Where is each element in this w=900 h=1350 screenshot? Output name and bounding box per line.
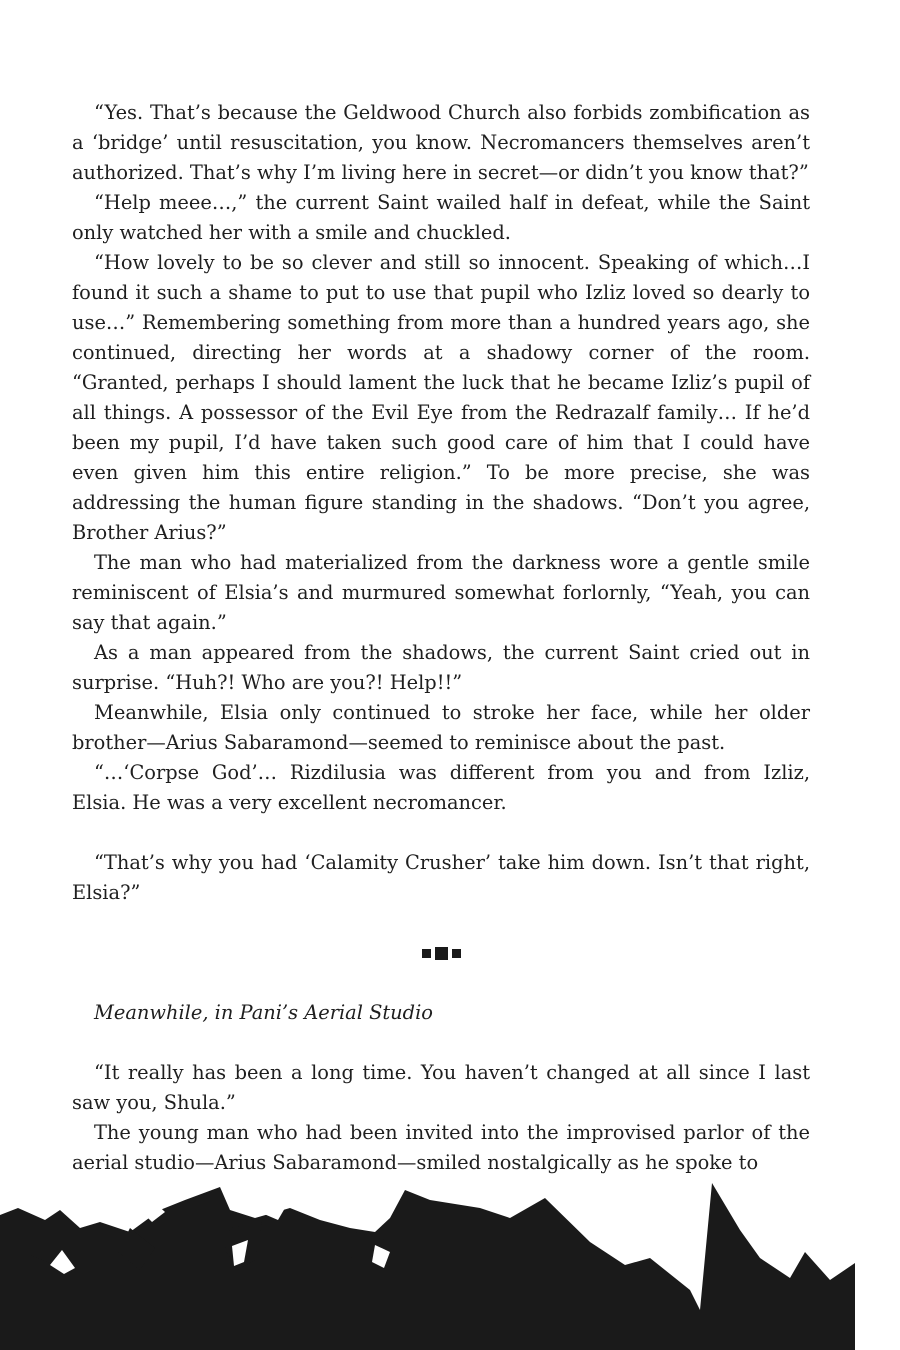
paragraph: Meanwhile, Elsia only continued to stroke her face, while her older brother—Arius Sabaramond—seemed to reminisce about the past. <box>72 701 810 754</box>
scene-break <box>72 938 810 968</box>
paragraph: “It really has been a long time. You haven’t changed at all since I last saw you, Shula.” <box>72 1061 810 1114</box>
square-big <box>435 947 448 960</box>
paragraph: “How lovely to be so clever and still so innocent. Speaking of which…I found it such a shame to put to use that pupil who Izliz loved so dearly to use…” Remembering something from more than a hundred years ago, she continued, directing her words at a shadowy corner of the room. “Granted, perhaps I should lament the luck that he became Izliz’s pupil of all things. A possessor of the Evil Eye from the Redrazalf family… If he’d been my pupil, I’d have taken such good care of him that I could have even given him this entire religion.” To be more precise, she was addressing the human figure standing in the shadows. “Don’t you agree, Brother Arius?” <box>72 251 810 544</box>
paragraph: “That’s why you had ‘Calamity Crusher’ take him down. Isn’t that right, Elsia?” <box>72 851 810 904</box>
paragraph: The man who had materialized from the darkness wore a gentle smile reminiscent of Elsia’s and murmured somewhat forlornly, “Yeah, you can say that again.” <box>72 551 810 634</box>
paragraph: “Yes. That’s because the Geldwood Church also forbids zombification as a ‘bridge’ until resuscitation, you know. Necromancers themselves aren’t authorized. That’s why I’m living here in secret—or didn’t you know that?” <box>72 101 810 184</box>
square-small <box>422 949 431 958</box>
paragraph: The young man who had been invited into the improvised parlor of the aerial studio—Arius Sabaramond—smiled nostalgically as he spoke to <box>72 1121 810 1174</box>
decorative-shard-silhouette <box>0 1170 900 1350</box>
scene-heading: Meanwhile, in Pani’s Aerial Studio <box>94 1001 433 1024</box>
paragraph: “Help meee…,” the current Saint wailed half in defeat, while the Saint only watched her with a smile and chuckled. <box>72 191 810 244</box>
paragraph: As a man appeared from the shadows, the current Saint cried out in surprise. “Huh?! Who are you?! Help!!” <box>72 641 810 694</box>
paragraph: “…‘Corpse God’… Rizdilusia was different from you and from Izliz, Elsia. He was a very excellent necromancer. <box>72 761 810 814</box>
text-column <box>72 98 810 1178</box>
square-small <box>452 949 461 958</box>
scene-break-squares-icon <box>422 947 461 960</box>
